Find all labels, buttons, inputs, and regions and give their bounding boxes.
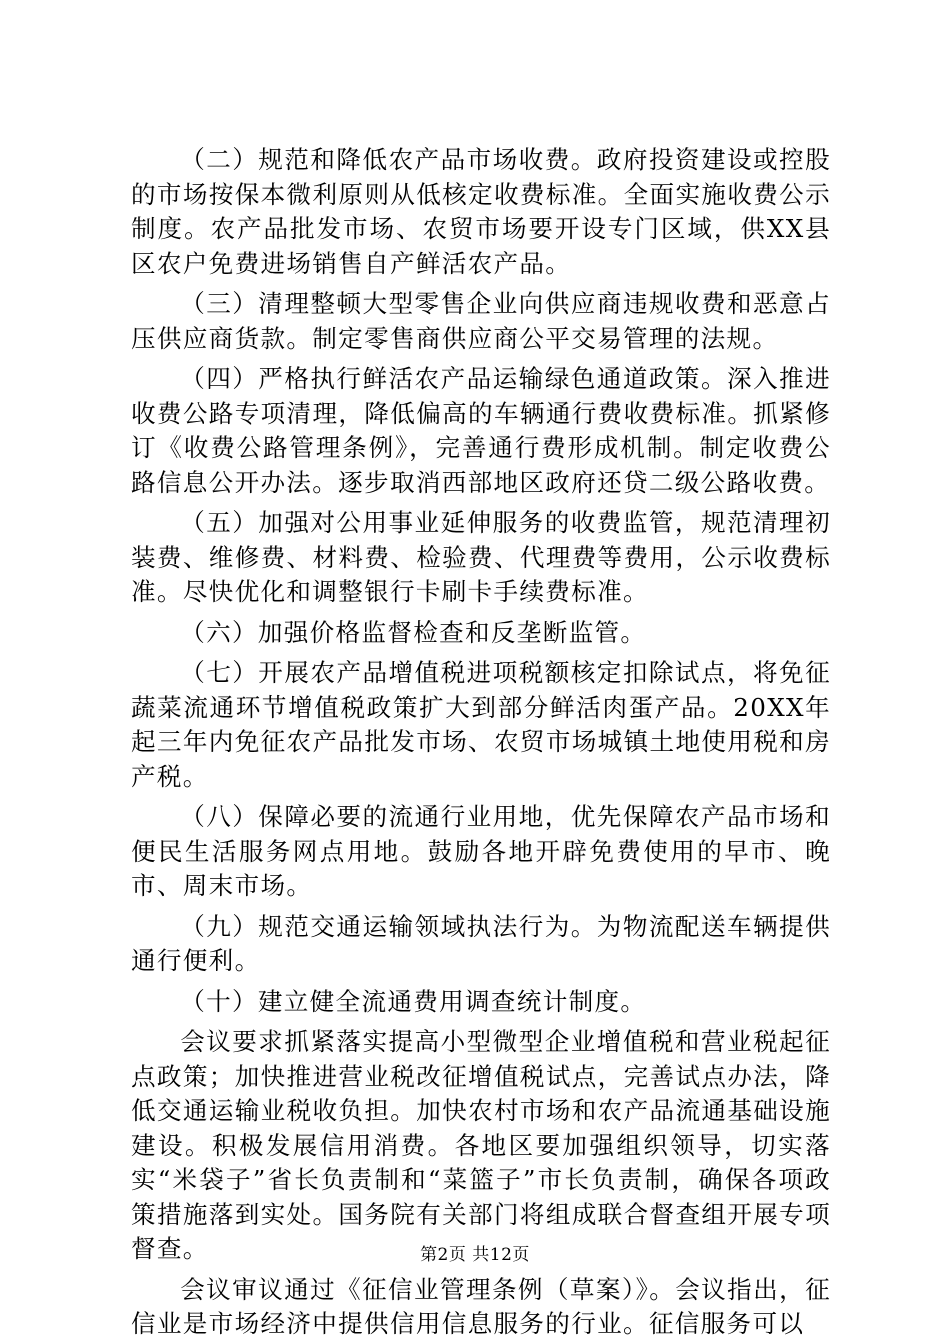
paragraph-item-6: （六）加强价格监督检查和反垄断监管。 — [180, 617, 647, 647]
paragraph-item-3: （三）清理整顿大型零售企业向供应商违规收费和恶意占压供应商货款。制定零售商供应商公平交易管理的法规。 — [131, 289, 831, 353]
paragraph-credit-regulation: 会议审议通过《征信业管理条例（草案）》。会议指出，征信业是市场经济中提供信用信息服务的行业。征信服务可以 — [131, 1274, 831, 1338]
page-number-footer: 第2页 共12页 — [420, 1245, 530, 1265]
document-body — [131, 143, 831, 1342]
paragraph-item-10: （十）建立健全流通费用调查统计制度。 — [180, 986, 647, 1016]
paragraph-item-8: （八）保障必要的流通行业用地，优先保障农产品市场和便民生活服务网点用地。鼓励各地开辟免费使用的早市、晚市、周末市场。 — [131, 802, 831, 900]
paragraph-item-5: （五）加强对公用事业延伸服务的收费监管，规范清理初装费、维修费、材料费、检验费、代理费等费用，公示收费标准。尽快优化和调整银行卡刷卡手续费标准。 — [131, 508, 831, 606]
paragraph-meeting-requirements: 会议要求抓紧落实提高小型微型企业增值税和营业税起征点政策；加快推进营业税改征增值税试点，完善试点办法，降低交通运输业税收负担。加快农村市场和农产品流通基础设施建设。积极发展信用消费。各地区要加强组织领导，切实落实“米袋子”省长负责制和“菜篮子”市长负责制，确保各项政策措施落到实处。国务院有关部门将组成联合督查组开展专项督查。 — [131, 1027, 831, 1263]
paragraph-item-2: （二）规范和降低农产品市场收费。政府投资建设或控股的市场按保本微利原则从低核定收费标准。全面实施收费公示制度。农产品批发市场、农贸市场要开设专门区域，供XX县区农户免费进场销售自产鲜活农产品。 — [131, 145, 831, 278]
paragraph-item-9: （九）规范交通运输领域执法行为。为物流配送车辆提供通行便利。 — [131, 911, 831, 975]
paragraph-item-4: （四）严格执行鲜活农产品运输绿色通道政策。深入推进收费公路专项清理，降低偏高的车辆通行费收费标准。抓紧修订《收费公路管理条例》，完善通行费形成机制。制定收费公路信息公开办法。逐步取消西部地区政府还贷二级公路收费。 — [131, 364, 831, 497]
paragraph-item-7: （七）开展农产品增值税进项税额核定扣除试点，将免征蔬菜流通环节增值税政策扩大到部分鲜活肉蛋产品。20XX年起三年内免征农产品批发市场、农贸市场城镇土地使用税和房产税。 — [131, 658, 831, 791]
